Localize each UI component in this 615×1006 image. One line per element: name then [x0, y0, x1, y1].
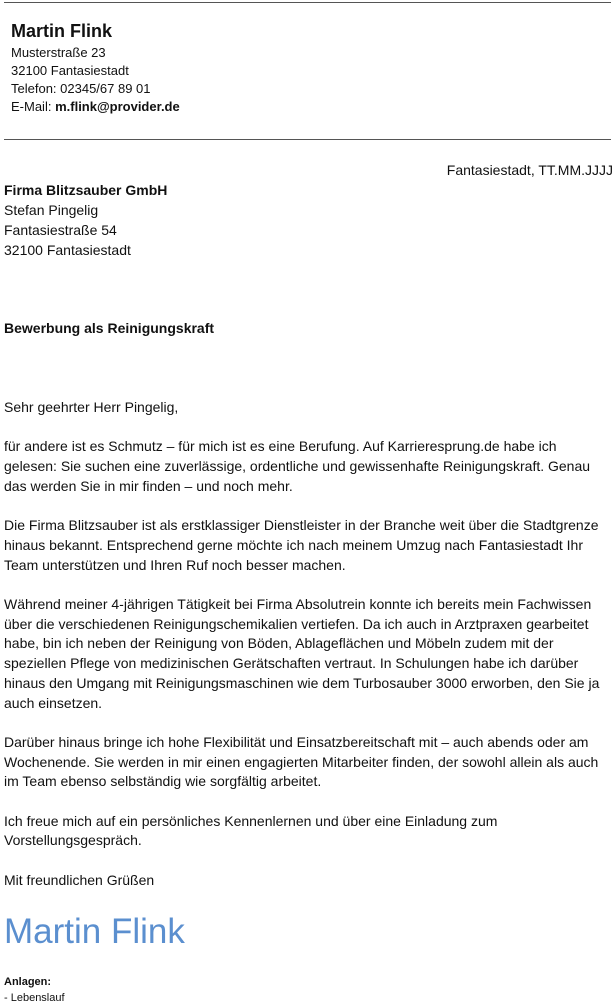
top-divider: [4, 2, 611, 3]
recipient-company: Firma Blitzsauber GmbH: [4, 182, 168, 198]
attachments-label: Anlagen:: [4, 976, 52, 988]
sender-email: m.flink@provider.de: [55, 99, 180, 114]
attachment-item: - Lebenslauf: [4, 992, 65, 1004]
closing: Mit freundlichen Grüßen: [4, 871, 155, 888]
body-paragraph: Während meiner 4-jährigen Tätigkeit bei Firma Absolutrein konnte ich bereits mein Fachwissen über die verschiedenen Reinigungschemikalien vertiefen. Da ich auch in Arztpraxen gearbeitet habe, bin ich neben der Reinigung von Böden, Ablageflächen und Möbeln zudem mit der speziellen Pflege von medizinischen Gerätschaften vertraut. In Schulungen habe ich darüber hinaus den Umgang mit Reinigungsmaschinen wie dem Turbosauber 3000 erworben, den Sie ja auch einsetzen.: [4, 595, 600, 711]
recipient-street: Fantasiestraße 54: [4, 222, 117, 238]
recipient-city: 32100 Fantasiestadt: [4, 242, 131, 258]
body-paragraph: Die Firma Blitzsauber ist als erstklassiger Dienstleister in der Branche weit über die Stadtgrenze hinaus bekannt. Entsprechend gerne möchte ich nach meinem Umzug nach Fantasiestadt Ihr Team unterstützen und Ihren Ruf noch besser machen.: [4, 517, 599, 573]
sender-email-label: E-Mail:: [11, 99, 52, 114]
letter-body: [4, 398, 609, 910]
recipient-contact: Stefan Pingelig: [4, 202, 99, 218]
sender-block: [11, 20, 180, 116]
body-paragraph: Darüber hinaus bringe ich hohe Flexibilität und Einsatzbereitschaft mit – auch abends oder am Wochenende. Sie werden in mir einen engagierten Mitarbeiter finden, der sowohl allein als auch im Team ebenso selbständig wie sorgfältig arbeitet.: [4, 733, 599, 790]
attachments-block: [4, 974, 65, 1006]
letter-subject: Bewerbung als Reinigungskraft: [4, 320, 215, 336]
sender-email-line: [11, 98, 180, 116]
signature: Martin Flink: [4, 912, 185, 951]
salutation: Sehr geehrter Herr Pingelig,: [4, 399, 179, 415]
sender-name: Martin Flink: [11, 21, 113, 41]
header-divider: [4, 139, 611, 140]
letter-date: Fantasiestadt, TT.MM.JJJJ: [446, 162, 613, 178]
sender-city: 32100 Fantasiestadt: [11, 63, 129, 78]
recipient-block: [4, 180, 167, 260]
sender-phone: Telefon: 02345/67 89 01: [11, 81, 151, 96]
sender-street: Musterstraße 23: [11, 45, 106, 60]
body-paragraph: Ich freue mich auf ein persönliches Kennenlernen und über eine Einladung zum Vorstellungsgespräch.: [4, 812, 498, 849]
body-paragraph: für andere ist es Schmutz – für mich ist es eine Berufung. Auf Karrieresprung.de habe ich gelesen: Sie suchen eine zuverlässige, ordentliche und gewissenhafte Reinigungskraft. Genau das werden Sie in mir finden – und noch mehr.: [4, 438, 591, 494]
